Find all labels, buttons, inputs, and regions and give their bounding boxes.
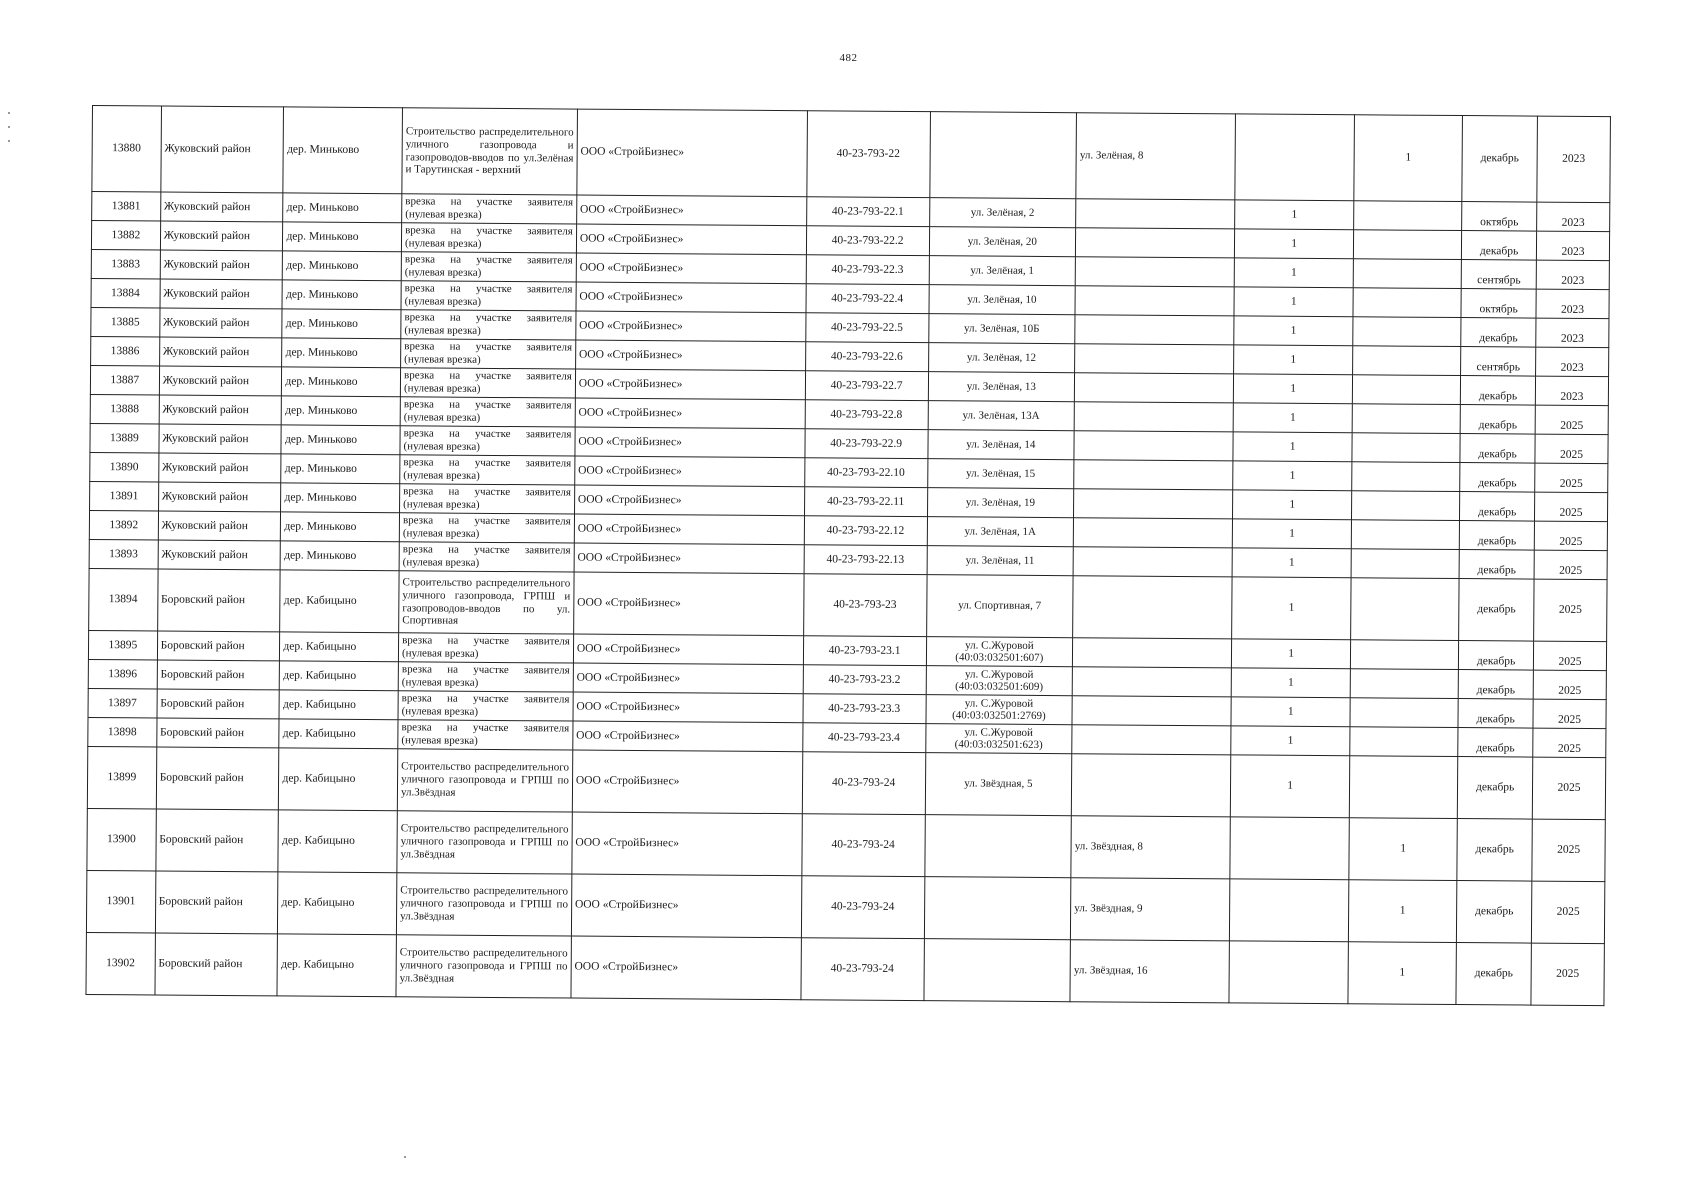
- cell-quantity-alt: [1353, 288, 1461, 318]
- cell-work-description: Строительство распределительного уличного газопровода, ГРПШ и газопроводов-вводов по ул. Спортивная: [399, 571, 574, 634]
- cell-organization: ООО «СтройБизнес»: [576, 224, 806, 255]
- cell-month: декабрь: [1456, 943, 1531, 1006]
- cell-year: 2025: [1531, 881, 1604, 944]
- cell-month: декабрь: [1461, 318, 1536, 348]
- cell-district: Боровский район: [155, 871, 278, 934]
- cell-year: 2023: [1535, 376, 1608, 406]
- cell-quantity-alt: [1353, 346, 1461, 376]
- cell-work-description: Строительство распределительного уличного газопровода и ГРПШ по ул.Звёздная: [397, 811, 572, 874]
- cell-village: дер. Миньково: [283, 193, 402, 223]
- cell-quantity-alt: [1349, 756, 1458, 819]
- cell-object-code: 40-23-793-22.4: [806, 284, 929, 314]
- cell-organization: ООО «СтройБизнес»: [576, 195, 806, 226]
- cell-address: ул. Зелёная, 15: [927, 459, 1074, 489]
- cell-address-alt: [1073, 576, 1233, 639]
- cell-address: ул. Зелёная, 10Б: [928, 314, 1075, 344]
- cell-quantity: 1: [1231, 755, 1350, 818]
- cell-district: Жуковский район: [158, 540, 281, 570]
- cell-address: ул. С.Журовой (40:03:032501:2769): [925, 695, 1072, 725]
- cell-address-alt: [1073, 547, 1232, 577]
- cell-year: 2023: [1536, 289, 1609, 319]
- cell-quantity-alt: [1350, 698, 1458, 728]
- cell-quantity-alt: [1354, 201, 1462, 231]
- cell-quantity: 1: [1234, 374, 1353, 404]
- cell-district: Жуковский район: [158, 511, 281, 541]
- cell-object-code: 40-23-793-22: [807, 111, 930, 198]
- cell-work-description: врезка на участке заявителя (нулевая врезка): [401, 310, 576, 340]
- cell-organization: ООО «СтройБизнес»: [573, 721, 803, 752]
- cell-quantity: [1229, 941, 1348, 1004]
- cell-work-description: врезка на участке заявителя (нулевая врезка): [398, 720, 573, 750]
- cell-district: Жуковский район: [160, 279, 283, 309]
- cell-district: Жуковский район: [159, 424, 282, 454]
- cell-quantity-alt: 1: [1349, 818, 1458, 881]
- cell-organization: ООО «СтройБизнес»: [571, 874, 801, 938]
- cell-month: октябрь: [1462, 202, 1537, 232]
- cell-address-alt: ул. Звёздная, 9: [1071, 878, 1231, 941]
- cell-address-alt: [1075, 344, 1234, 374]
- cell-quantity-alt: [1353, 259, 1461, 289]
- cell-village: дер. Миньково: [282, 280, 401, 310]
- cell-row-number: 13889: [90, 423, 159, 453]
- cell-district: Боровский район: [156, 809, 279, 872]
- cell-object-code: 40-23-793-22.7: [805, 371, 928, 401]
- cell-object-code: 40-23-793-22.10: [804, 458, 927, 488]
- cell-district: Жуковский район: [158, 453, 281, 483]
- cell-address: ул. Зелёная, 1А: [927, 517, 1074, 547]
- cell-address: ул. Зелёная, 1: [929, 256, 1076, 286]
- cell-address-alt: ул. Звёздная, 8: [1071, 816, 1231, 879]
- cell-object-code: 40-23-793-22.1: [806, 197, 929, 227]
- cell-address: ул. Зелёная, 14: [927, 430, 1074, 460]
- cell-address-alt: [1072, 696, 1231, 726]
- cell-quantity-alt: [1350, 669, 1458, 699]
- table-row: [87, 808, 1605, 881]
- cell-row-number: 13893: [89, 539, 158, 569]
- cell-district: Жуковский район: [160, 250, 283, 280]
- cell-object-code: 40-23-793-22.5: [806, 313, 929, 343]
- cell-year: 2025: [1532, 757, 1605, 820]
- cell-address-alt: ул. Звёздная, 16: [1070, 940, 1230, 1003]
- cell-month: декабрь: [1458, 699, 1533, 729]
- cell-village: дер. Кабицыно: [279, 690, 398, 720]
- page-number: 482: [839, 52, 858, 64]
- scan-speck: [8, 140, 10, 142]
- register-table-body: [86, 106, 1610, 1006]
- cell-address: ул. Зелёная, 10: [928, 285, 1075, 315]
- cell-row-number: 13880: [92, 106, 161, 193]
- cell-quantity-alt: [1351, 549, 1459, 579]
- cell-district: Боровский район: [157, 631, 280, 661]
- cell-quantity: 1: [1232, 639, 1351, 669]
- cell-organization: ООО «СтройБизнес»: [576, 253, 806, 284]
- cell-organization: ООО «СтройБизнес»: [574, 514, 804, 545]
- cell-organization: ООО «СтройБизнес»: [576, 311, 806, 342]
- cell-work-description: Строительство распределительного уличного газопровода и ГРПШ по ул.Звёздная: [396, 873, 571, 936]
- cell-work-description: врезка на участке заявителя (нулевая врезка): [401, 281, 576, 311]
- cell-year: 2025: [1533, 699, 1606, 729]
- cell-year: 2025: [1531, 943, 1604, 1006]
- cell-address-alt: [1075, 286, 1234, 316]
- cell-month: декабрь: [1460, 463, 1535, 493]
- cell-address-alt: [1074, 460, 1233, 490]
- cell-address-alt: [1075, 373, 1234, 403]
- cell-year: 2025: [1535, 463, 1608, 493]
- cell-row-number: 13899: [87, 746, 156, 809]
- cell-address-alt: [1075, 257, 1234, 287]
- cell-quantity-alt: [1350, 640, 1458, 670]
- cell-row-number: 13892: [89, 510, 158, 540]
- cell-village: дер. Кабицыно: [280, 632, 399, 662]
- cell-quantity: 1: [1234, 316, 1353, 346]
- cell-address-alt: ул. Зелёная, 8: [1076, 113, 1236, 200]
- cell-address: ул. Зелёная, 2: [929, 198, 1076, 228]
- cell-row-number: 13897: [88, 688, 157, 718]
- cell-organization: ООО «СтройБизнес»: [573, 634, 803, 665]
- cell-year: 2023: [1537, 116, 1611, 203]
- cell-address-alt: [1073, 518, 1232, 548]
- cell-village: дер. Миньково: [281, 483, 400, 513]
- cell-district: Боровский район: [157, 569, 280, 632]
- cell-organization: ООО «СтройБизнес»: [575, 456, 805, 487]
- cell-district: Жуковский район: [159, 308, 282, 338]
- cell-quantity: 1: [1233, 432, 1352, 462]
- cell-month: декабрь: [1462, 116, 1538, 203]
- cell-address: [929, 112, 1076, 199]
- cell-month: декабрь: [1459, 579, 1534, 642]
- cell-object-code: 40-23-793-24: [801, 938, 924, 1001]
- cell-year: 2025: [1533, 728, 1606, 758]
- cell-year: 2023: [1536, 347, 1609, 377]
- cell-row-number: 13894: [89, 568, 158, 631]
- cell-work-description: врезка на участке заявителя (нулевая врезка): [398, 662, 573, 692]
- cell-address: ул. Зелёная, 11: [927, 546, 1074, 576]
- cell-object-code: 40-23-793-24: [802, 752, 925, 815]
- cell-quantity: 1: [1235, 229, 1354, 259]
- cell-organization: ООО «СтройБизнес»: [575, 398, 805, 429]
- scan-speck: [8, 126, 10, 128]
- cell-year: 2025: [1533, 641, 1606, 671]
- cell-object-code: 40-23-793-22.11: [804, 487, 927, 517]
- cell-address: ул. Зелёная, 19: [927, 488, 1074, 518]
- cell-quantity: 1: [1231, 697, 1350, 727]
- cell-address-alt: [1074, 489, 1233, 519]
- cell-village: дер. Миньково: [281, 512, 400, 542]
- cell-month: декабрь: [1457, 881, 1532, 944]
- cell-object-code: 40-23-793-22.9: [805, 429, 928, 459]
- cell-quantity-alt: [1352, 375, 1460, 405]
- cell-work-description: врезка на участке заявителя (нулевая врезка): [400, 368, 575, 398]
- cell-district: Жуковский район: [160, 221, 283, 251]
- cell-row-number: 13900: [87, 808, 156, 871]
- cell-work-description: врезка на участке заявителя (нулевая врезка): [402, 194, 577, 224]
- cell-year: 2025: [1535, 405, 1608, 435]
- cell-district: Жуковский район: [161, 106, 284, 193]
- cell-quantity: 1: [1232, 577, 1351, 640]
- cell-month: декабрь: [1457, 819, 1532, 882]
- cell-quantity: 1: [1233, 461, 1352, 491]
- cell-year: 2023: [1537, 202, 1610, 232]
- cell-month: сентябрь: [1461, 260, 1536, 290]
- cell-address-alt: [1075, 315, 1234, 345]
- cell-month: декабрь: [1459, 550, 1534, 580]
- cell-village: дер. Миньково: [281, 425, 400, 455]
- cell-district: Жуковский район: [159, 337, 282, 367]
- table-row: [87, 746, 1605, 819]
- cell-quantity-alt: [1351, 520, 1459, 550]
- cell-district: Жуковский район: [159, 366, 282, 396]
- cell-object-code: 40-23-793-24: [801, 876, 924, 939]
- cell-quantity: 1: [1234, 287, 1353, 317]
- cell-work-description: Строительство распределительного уличного газопровода и ГРПШ по ул.Звёздная: [397, 749, 572, 812]
- cell-village: дер. Миньково: [283, 251, 402, 281]
- cell-quantity: [1230, 879, 1349, 942]
- cell-organization: ООО «СтройБизнес»: [577, 109, 808, 197]
- cell-quantity-alt: 1: [1348, 942, 1457, 1005]
- cell-address: ул. С.Журовой (40:03:032501:623): [925, 724, 1072, 754]
- cell-quantity-alt: [1352, 404, 1460, 434]
- cell-address: ул. Зелёная, 13А: [928, 401, 1075, 431]
- cell-village: дер. Кабицыно: [277, 934, 396, 997]
- cell-village: дер. Кабицыно: [280, 661, 399, 691]
- cell-object-code: 40-23-793-24: [802, 814, 925, 877]
- cell-year: 2025: [1532, 819, 1605, 882]
- cell-object-code: 40-23-793-23.3: [803, 694, 926, 724]
- cell-address: ул. С.Журовой (40:03:032501:607): [926, 637, 1073, 667]
- cell-work-description: врезка на участке заявителя (нулевая врезка): [401, 339, 576, 369]
- cell-row-number: 13882: [91, 221, 160, 251]
- table-row: [92, 106, 1611, 203]
- cell-village: дер. Миньково: [282, 367, 401, 397]
- cell-year: 2025: [1534, 579, 1607, 642]
- cell-work-description: врезка на участке заявителя (нулевая врезка): [401, 252, 576, 282]
- cell-month: декабрь: [1460, 405, 1535, 435]
- cell-organization: ООО «СтройБизнес»: [575, 369, 805, 400]
- cell-address-alt: [1073, 638, 1232, 668]
- cell-organization: ООО «СтройБизнес»: [572, 750, 802, 814]
- cell-row-number: 13885: [91, 307, 160, 337]
- cell-address: ул. Зелёная, 20: [929, 227, 1076, 257]
- cell-quantity: 1: [1234, 345, 1353, 375]
- cell-address-alt: [1076, 199, 1235, 229]
- cell-row-number: 13891: [90, 481, 159, 511]
- cell-work-description: Строительство распределительного уличного газопровода и газопроводов-вводов по ул.Зелёная и Тарутинская - верхний: [402, 108, 577, 195]
- cell-work-description: врезка на участке заявителя (нулевая врезка): [398, 633, 573, 663]
- cell-district: Боровский район: [156, 718, 279, 748]
- cell-work-description: Строительство распределительного уличного газопровода и ГРПШ по ул.Звёздная: [396, 935, 571, 998]
- cell-address-alt: [1072, 754, 1232, 817]
- cell-address: [924, 815, 1071, 878]
- cell-object-code: 40-23-793-22.6: [805, 342, 928, 372]
- cell-object-code: 40-23-793-22.3: [806, 255, 929, 285]
- cell-row-number: 13887: [90, 365, 159, 395]
- cell-organization: ООО «СтройБизнес»: [574, 543, 804, 574]
- register-table-wrapper: [85, 105, 1610, 1006]
- cell-village: дер. Миньково: [283, 222, 402, 252]
- cell-year: 2023: [1536, 231, 1609, 261]
- cell-work-description: врезка на участке заявителя (нулевая врезка): [399, 542, 574, 572]
- table-row: [86, 870, 1604, 943]
- cell-village: дер. Кабицыно: [279, 719, 398, 749]
- cell-year: 2025: [1535, 492, 1608, 522]
- cell-month: сентябрь: [1461, 347, 1536, 377]
- scan-speck: [404, 1156, 406, 1158]
- cell-object-code: 40-23-793-22.13: [804, 545, 927, 575]
- cell-quantity: 1: [1233, 490, 1352, 520]
- cell-work-description: врезка на участке заявителя (нулевая врезка): [400, 455, 575, 485]
- cell-row-number: 13902: [86, 932, 155, 995]
- cell-village: дер. Миньково: [281, 454, 400, 484]
- cell-quantity-alt: [1353, 230, 1461, 260]
- cell-organization: ООО «СтройБизнес»: [573, 692, 803, 723]
- cell-address-alt: [1074, 402, 1233, 432]
- cell-district: Жуковский район: [159, 395, 282, 425]
- cell-village: дер. Кабицыно: [278, 872, 397, 935]
- cell-row-number: 13888: [90, 394, 159, 424]
- cell-organization: ООО «СтройБизнес»: [575, 427, 805, 458]
- cell-organization: ООО «СтройБизнес»: [571, 936, 801, 1000]
- cell-month: декабрь: [1458, 728, 1533, 758]
- cell-district: Жуковский район: [158, 482, 281, 512]
- cell-quantity: [1235, 114, 1354, 201]
- cell-address: ул. Зелёная, 12: [928, 343, 1075, 373]
- register-table: [85, 105, 1610, 1006]
- cell-address-alt: [1072, 667, 1231, 697]
- cell-month: декабрь: [1460, 434, 1535, 464]
- cell-row-number: 13890: [90, 452, 159, 482]
- cell-address: ул. Звёздная, 5: [925, 753, 1072, 816]
- cell-year: 2025: [1535, 434, 1608, 464]
- cell-organization: ООО «СтройБизнес»: [572, 812, 802, 876]
- cell-quantity: 1: [1233, 519, 1352, 549]
- cell-row-number: 13886: [91, 336, 160, 366]
- cell-month: декабрь: [1459, 641, 1534, 671]
- cell-year: 2025: [1533, 670, 1606, 700]
- scan-speck: [8, 112, 10, 114]
- cell-object-code: 40-23-793-22.12: [804, 516, 927, 546]
- cell-quantity: 1: [1231, 726, 1350, 756]
- cell-month: декабрь: [1460, 492, 1535, 522]
- cell-quantity-alt: [1351, 491, 1459, 521]
- cell-district: Жуковский район: [160, 192, 283, 222]
- cell-address: ул. Спортивная, 7: [926, 575, 1073, 638]
- cell-village: дер. Миньково: [282, 338, 401, 368]
- cell-month: декабрь: [1458, 670, 1533, 700]
- cell-address-alt: [1076, 228, 1235, 258]
- cell-object-code: 40-23-793-23: [803, 574, 926, 637]
- cell-quantity-alt: 1: [1354, 115, 1463, 202]
- cell-work-description: врезка на участке заявителя (нулевая врезка): [398, 691, 573, 721]
- cell-quantity: 1: [1232, 668, 1351, 698]
- cell-quantity-alt: [1353, 317, 1461, 347]
- cell-organization: ООО «СтройБизнес»: [575, 340, 805, 371]
- cell-address: [924, 877, 1071, 940]
- cell-row-number: 13881: [92, 192, 161, 222]
- cell-address: ул. Зелёная, 13: [928, 372, 1075, 402]
- cell-address-alt: [1074, 431, 1233, 461]
- cell-district: Боровский район: [156, 747, 279, 810]
- cell-village: дер. Кабицыно: [278, 810, 397, 873]
- cell-address: ул. С.Журовой (40:03:032501:609): [926, 666, 1073, 696]
- cell-object-code: 40-23-793-22.2: [806, 226, 929, 256]
- cell-organization: ООО «СтройБизнес»: [573, 572, 803, 636]
- cell-month: декабрь: [1457, 757, 1532, 820]
- table-row: [86, 932, 1604, 1005]
- cell-district: Боровский район: [155, 933, 278, 996]
- cell-quantity: 1: [1235, 200, 1354, 230]
- cell-object-code: 40-23-793-23.4: [803, 723, 926, 753]
- cell-quantity: 1: [1232, 548, 1351, 578]
- cell-quantity-alt: [1352, 433, 1460, 463]
- cell-year: 2023: [1536, 260, 1609, 290]
- cell-object-code: 40-23-793-23.1: [803, 636, 926, 666]
- cell-year: 2023: [1536, 318, 1609, 348]
- cell-year: 2025: [1534, 550, 1607, 580]
- cell-quantity: 1: [1235, 258, 1354, 288]
- table-row: [89, 568, 1607, 641]
- cell-organization: ООО «СтройБизнес»: [574, 485, 804, 516]
- cell-village: дер. Миньково: [282, 396, 401, 426]
- cell-organization: ООО «СтройБизнес»: [573, 663, 803, 694]
- cell-quantity-alt: [1350, 727, 1458, 757]
- cell-row-number: 13896: [88, 659, 157, 689]
- cell-quantity-alt: 1: [1348, 880, 1457, 943]
- cell-address: [923, 939, 1070, 1002]
- cell-work-description: врезка на участке заявителя (нулевая врезка): [401, 223, 576, 253]
- cell-month: декабрь: [1462, 231, 1537, 261]
- cell-work-description: врезка на участке заявителя (нулевая врезка): [399, 513, 574, 543]
- cell-month: декабрь: [1459, 521, 1534, 551]
- cell-row-number: 13884: [91, 278, 160, 308]
- cell-village: дер. Кабицыно: [279, 748, 398, 811]
- cell-village: дер. Миньково: [282, 309, 401, 339]
- cell-quantity-alt: [1351, 578, 1460, 641]
- cell-month: октябрь: [1461, 289, 1536, 319]
- cell-village: дер. Миньково: [281, 541, 400, 571]
- cell-object-code: 40-23-793-22.8: [805, 400, 928, 430]
- cell-work-description: врезка на участке заявителя (нулевая врезка): [400, 484, 575, 514]
- cell-row-number: 13883: [91, 249, 160, 279]
- cell-row-number: 13901: [86, 870, 155, 933]
- cell-quantity: [1230, 817, 1349, 880]
- cell-district: Боровский район: [157, 660, 280, 690]
- cell-object-code: 40-23-793-23.2: [803, 665, 926, 695]
- cell-work-description: врезка на участке заявителя (нулевая врезка): [400, 426, 575, 456]
- cell-month: декабрь: [1461, 376, 1536, 406]
- cell-row-number: 13895: [88, 630, 157, 660]
- cell-village: дер. Кабицыно: [280, 570, 399, 633]
- cell-district: Боровский район: [157, 689, 280, 719]
- cell-year: 2025: [1534, 521, 1607, 551]
- cell-work-description: врезка на участке заявителя (нулевая врезка): [400, 397, 575, 427]
- cell-row-number: 13898: [88, 717, 157, 747]
- cell-quantity: 1: [1233, 403, 1352, 433]
- cell-quantity-alt: [1352, 462, 1460, 492]
- cell-address-alt: [1072, 725, 1231, 755]
- cell-organization: ООО «СтройБизнес»: [576, 282, 806, 313]
- cell-village: дер. Миньково: [283, 107, 402, 194]
